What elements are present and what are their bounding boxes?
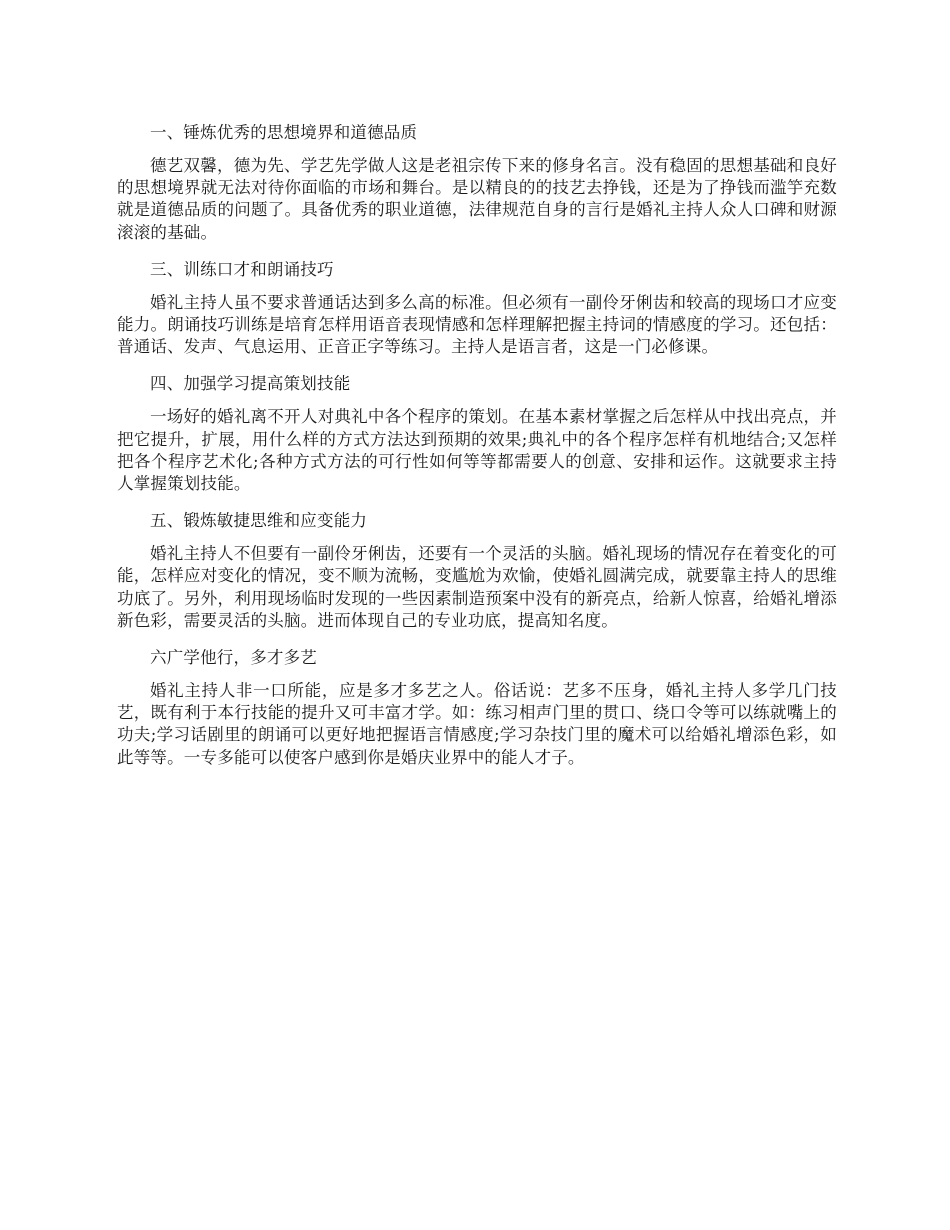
section-body-6: 婚礼主持人非一口所能，应是多才多艺之人。俗话说：艺多不压身，婚礼主持人多学几门技艺，既有利于本行技能的提升又可丰富才学。如：练习相声门里的贯口、绕口令等可以练就嘴上的功夫;学习话剧里的朗诵可以更好地把握语言情感度;学习杂技门里的魔术可以给婚礼增添色彩，如此等等。一专多能可以使客户感到你是婚庆业界中的能人才子。 — [117, 681, 837, 767]
section-heading-6: 六广学他行，多才多艺 — [150, 648, 317, 668]
document-page — [117, 120, 837, 782]
section-heading-3: 三、训练口才和朗诵技巧 — [150, 259, 334, 279]
section-body-5: 婚礼主持人不但要有一副伶牙俐齿，还要有一个灵活的头脑。婚礼现场的情况存在着变化的可能，怎样应对变化的情况，变不顺为流畅，变尴尬为欢愉，使婚礼圆满完成，就要靠主持人的思维功底了。另外，利用现场临时发现的一些因素制造预案中没有的新亮点，给新人惊喜，给婚礼增添新色彩，需要灵活的头脑。进而体现自己的专业功底，提高知名度。 — [117, 544, 837, 630]
section-body-4: 一场好的婚礼离不开人对典礼中各个程序的策划。在基本素材掌握之后怎样从中找出亮点，并把它提升，扩展，用什么样的方式方法达到预期的效果;典礼中的各个程序怎样有机地结合;又怎样把各个程序艺术化;各种方式方法的可行性如何等等都需要人的创意、安排和运作。这就要求主持人掌握策划技能。 — [117, 407, 837, 494]
section-body-3: 婚礼主持人虽不要求普通话达到多么高的标准。但必须有一副伶牙俐齿和较高的现场口才应变能力。朗诵技巧训练是培育怎样用语音表现情感和怎样理解把握主持词的情感度的学习。还包括：普通话、发声、气息运用、正音正字等练习。主持人是语言者，这是一门必修课。 — [117, 292, 837, 357]
section-body-1: 德艺双馨，德为先、学艺先学做人这是老祖宗传下来的修身名言。没有稳固的思想基础和良好的思想境界就无法对待你面临的市场和舞台。是以精良的的技艺去挣钱，还是为了挣钱而滥竽充数就是道德品质的问题了。具备优秀的职业道德，法律规范自身的言行是婚礼主持人众人口碑和财源滚滚的基础。 — [117, 156, 837, 242]
section-heading-5: 五、锻炼敏捷思维和应变能力 — [150, 511, 368, 531]
section-heading-1: 一、锤炼优秀的思想境界和道德品质 — [150, 123, 418, 142]
section-heading-4: 四、加强学习提高策划技能 — [150, 374, 351, 394]
